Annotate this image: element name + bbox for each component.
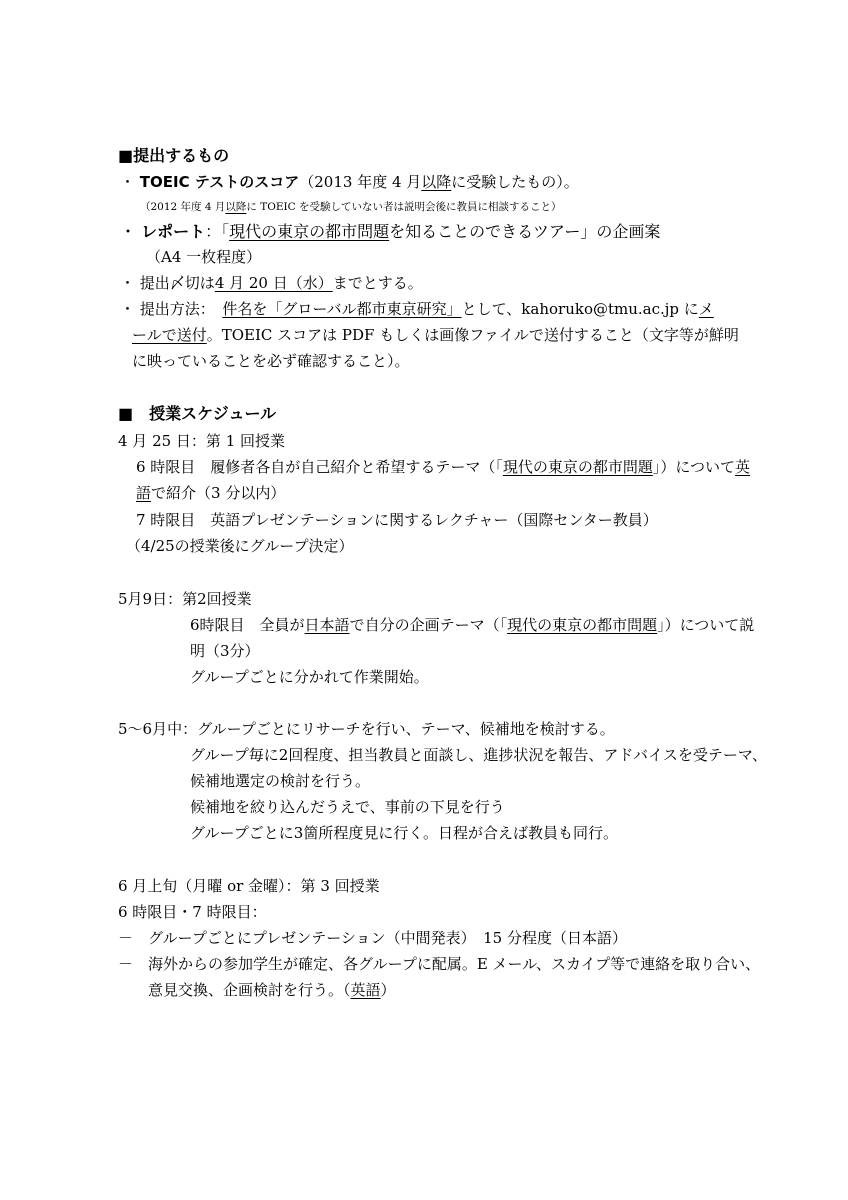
method-send-2: ールで送付: [132, 326, 207, 344]
report-underlined: 現代の東京の都市問題: [229, 222, 390, 241]
method-line-2: [132, 325, 739, 345]
toeic-note: [140, 200, 562, 214]
schedule-1-line-1: 6 時限目 履修者各自が自己紹介と希望するテーマ（「現代の東京の都市問題」）について英: [136, 458, 751, 476]
bullet-mark: ・: [120, 222, 137, 241]
schedule-date-4: 6 月上旬（月曜 or 金曜）：第 3 回授業: [118, 877, 380, 895]
dash-mark: －: [118, 955, 134, 973]
bullet-toeic: [120, 172, 579, 192]
report-text-2: を知ることのできるツアー」の企画案: [389, 222, 661, 241]
note-text-1: （2012 年度 4 月: [140, 201, 226, 213]
schedule-3-line-3: 候補地を絞り込んだうえで、事前の下見を行う: [190, 798, 505, 816]
method-label: 提出方法：: [139, 300, 208, 318]
schedule-3-line-4: グループごとに3箇所程度見に行く。日程が合えば教員も同行。: [190, 824, 619, 842]
bullet-report: [120, 222, 660, 242]
schedule-4-line-3: － 海外からの参加学生が確定、各グループに配属。E メール、スカイプ等で連絡を取り合い、: [118, 955, 761, 973]
bullet-mark: ・: [120, 274, 136, 292]
note-underlined: 以降: [225, 201, 247, 213]
method-subject: 件名を「グローバル都市東京研究」: [222, 300, 462, 318]
deadline-date: 4 月 20 日（水）: [214, 274, 333, 292]
schedule-1-line-3: 7 時限目 英語プレゼンテーションに関するレクチャー（国際センター教員）: [136, 511, 658, 529]
deadline-text-1: 提出〆切は: [139, 274, 215, 292]
report-text-1: ：「: [205, 222, 230, 241]
report-label: レポート: [141, 222, 206, 241]
schedule-date-2: 5月9日：第2回授業: [118, 590, 252, 608]
toeic-text-1: （2013 年度 4 月: [299, 173, 422, 191]
report-size-note: （A4 一枚程度）: [146, 248, 262, 266]
schedule-2-line-3: グループごとに分かれて作業開始。: [190, 668, 429, 686]
bullet-deadline: [120, 273, 423, 293]
method-send-1: メ: [698, 300, 714, 318]
schedule-3-line-1: グループ毎に2回程度、担当教員と面談し、進捗状況を報告、アドバイスを受テーマ、: [190, 746, 767, 764]
bullet-mark: ・: [120, 300, 136, 318]
method-email: として、kahoruko@tmu.ac.jp に: [461, 300, 699, 318]
schedule-2-line-1: 6時限目 全員が日本語で自分の企画テーマ（「現代の東京の都市問題」）について説: [190, 616, 755, 634]
toeic-text-2: に受験したもの）。: [451, 173, 579, 191]
section-heading-submission: ■提出するもの: [118, 146, 230, 165]
schedule-date-1: 4 月 25 日：第 1 回授業: [118, 432, 286, 450]
schedule-3-line-2: 候補地選定の検討を行う。: [190, 772, 371, 790]
deadline-text-2: までとする。: [332, 274, 423, 292]
method-score-text: 。TOEIC スコアは PDF もしくは画像ファイルで送付すること（文字等が鮮明: [206, 326, 739, 344]
schedule-2-line-2: 明（3分）: [190, 642, 260, 660]
bullet-method: [120, 299, 714, 319]
schedule-1-line-4: （4/25の授業後にグループ決定）: [126, 537, 354, 555]
toeic-label: TOEIC テストのスコア: [139, 173, 300, 191]
schedule-4-line-4: 意見交換、企画検討を行う。（英語）: [148, 981, 396, 999]
section-heading-schedule: ■ 授業スケジュール: [118, 404, 277, 423]
schedule-4-line-1: 6 時限目・7 時限目：: [118, 903, 267, 921]
dash-mark: －: [118, 929, 134, 947]
bullet-mark: ・: [120, 173, 136, 191]
method-line-3: に映っていることを必ず確認すること）。: [132, 352, 410, 370]
schedule-date-3: 5～6月中：グループごとにリサーチを行い、テーマ、候補地を検討する。: [118, 720, 615, 738]
toeic-underlined: 以降: [421, 173, 452, 191]
schedule-4-line-2: － グループごとにプレゼンテーション（中間発表） 15 分程度（日本語）: [118, 929, 627, 947]
note-text-2: に TOEIC を受験していない者は説明会後に教員に相談すること）: [246, 201, 562, 213]
schedule-1-line-2: 語で紹介（3 分以内）: [136, 484, 286, 502]
